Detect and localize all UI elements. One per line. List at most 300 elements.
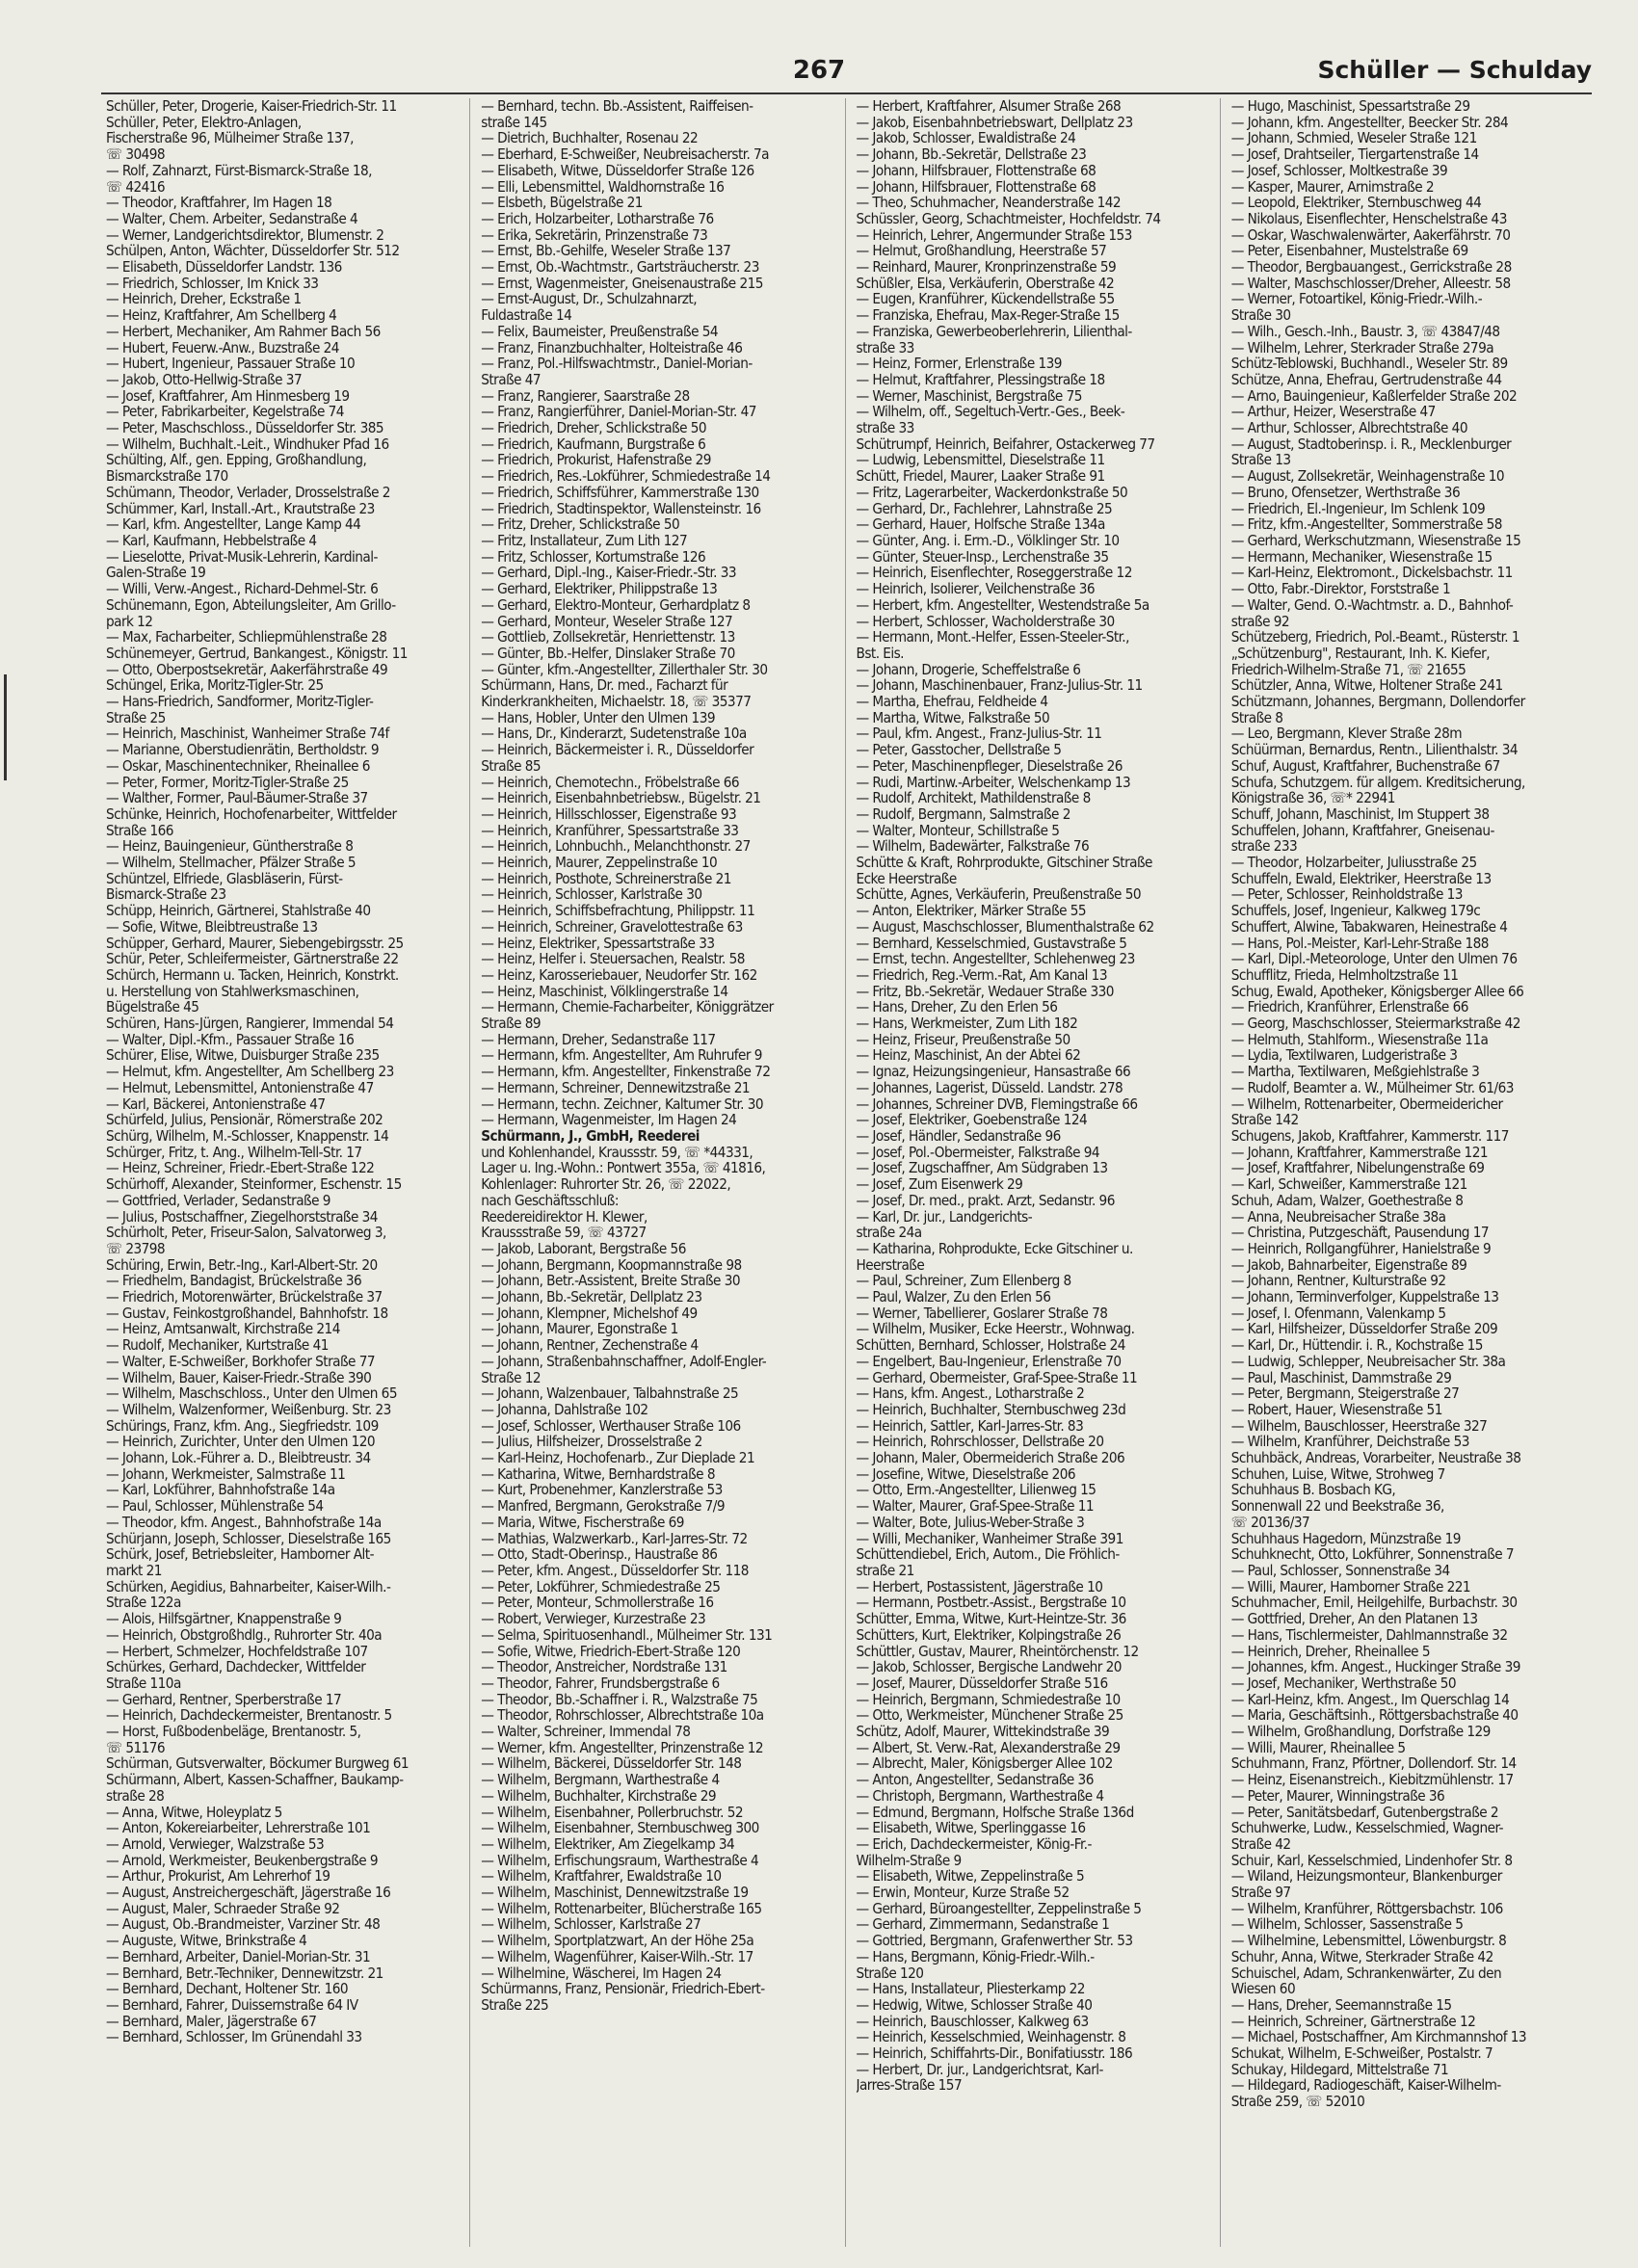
- directory-entry: — Bernhard, Kesselschmied, Gustavstraße 5: [856, 935, 1127, 952]
- directory-entry: — Heinrich, Maschinist, Wanheimer Straße 74f: [106, 725, 389, 743]
- directory-entry: nach Geschäftsschluß:: [481, 1192, 619, 1209]
- directory-entry: — Elli, Lebensmittel, Waldhornstraße 16: [481, 178, 725, 196]
- directory-entry: — Leo, Bergmann, Klever Straße 28m: [1230, 725, 1463, 743]
- directory-entry: — Karl-Heinz, kfm. Angest., Im Querschlag 14: [1230, 1691, 1510, 1708]
- directory-entry: u. Herstellung von Stahlwerksmaschinen,: [106, 983, 359, 1000]
- directory-entry: — Erwin, Monteur, Kurze Straße 52: [856, 1885, 1070, 1901]
- directory-entry: — Heinrich, Lohnbuchh., Melanchthonstr. 27: [481, 838, 751, 856]
- directory-entry: — August, Maler, Schraeder Straße 92: [106, 1900, 340, 1917]
- directory-entry: — Horst, Fußbodenbeläge, Brentanostr. 5,: [106, 1724, 361, 1740]
- directory-entry: — Arno, Bauingenieur, Kaßlerfelder Straße 202: [1230, 387, 1518, 405]
- directory-entry: — Friedrich, Kranführer, Erlenstraße 66: [1230, 999, 1468, 1016]
- directory-entry: — Friedrich, Kaufmann, Burgstraße 6: [481, 435, 706, 453]
- directory-entry: — Selma, Spirituosenhandl., Mülheimer Str. 131: [481, 1626, 773, 1644]
- directory-entry: — Hubert, Ingenieur, Passauer Straße 10: [106, 356, 356, 372]
- directory-entry: Schütte, Agnes, Verkäuferin, Preußenstraße 50: [856, 886, 1141, 904]
- directory-entry: — Josef, I. Ofenmann, Valenkamp 5: [1230, 1305, 1446, 1322]
- directory-entry: Galen-Straße 19: [106, 565, 206, 582]
- directory-entry: Schümmer, Karl, Install.-Art., Krautstraße 23: [106, 500, 375, 517]
- directory-entry: — Peter, Gasstocher, Dellstraße 5: [856, 742, 1062, 758]
- directory-entry: — Hans, Tischlermeister, Dahlmannstraße 32: [1230, 1626, 1508, 1644]
- directory-entry: — Heinrich, Kranführer, Spessartstraße 33: [481, 822, 739, 839]
- directory-entry: — Maria, Witwe, Fischerstraße 69: [481, 1514, 684, 1531]
- directory-entry: — Otto, Erm.-Angestellter, Lilienweg 15: [856, 1482, 1096, 1499]
- directory-entry: — Walter, Bote, Julius-Weber-Straße 3: [856, 1514, 1085, 1531]
- directory-entry: — Josef, Händler, Sedanstraße 96: [856, 1128, 1061, 1145]
- directory-entry: — Peter, Former, Moritz-Tigler-Straße 25: [106, 774, 349, 791]
- directory-entry: — Hermann, kfm. Angestellter, Am Ruhrufer 9: [481, 1047, 762, 1065]
- directory-entry: — Werner, kfm. Angestellter, Prinzenstraße 12: [481, 1739, 764, 1756]
- directory-entry: — Michael, Postschaffner, Am Kirchmannshof 13: [1230, 2029, 1527, 2046]
- directory-entry: — Josef, Zum Eisenwerk 29: [856, 1176, 1023, 1193]
- directory-entry: — Willi, Verw.-Angest., Richard-Dehmel-Str. 6: [106, 581, 379, 597]
- directory-entry: — Fritz, Bb.-Sekretär, Wedauer Straße 330: [856, 983, 1114, 1000]
- directory-entry: — Friedrich, Prokurist, Hafenstraße 29: [481, 452, 711, 469]
- directory-entry: — Hermann, techn. Zeichner, Kaltumer Str. 30: [481, 1095, 764, 1113]
- directory-entry: — Johann, Bergmann, Koopmannstraße 98: [481, 1256, 742, 1274]
- directory-entry: Schuhknecht, Otto, Lokführer, Sonnenstraße 7: [1230, 1546, 1515, 1563]
- directory-entry: — Ernst, Wagenmeister, Gneisenaustraße 215: [481, 275, 763, 292]
- directory-entry: — Katharina, Witwe, Bernhardstraße 8: [481, 1465, 715, 1483]
- directory-entry: — Jakob, Schlosser, Bergische Landwehr 20: [856, 1659, 1122, 1675]
- directory-entry: — Paul, Maschinist, Dammstraße 29: [1230, 1369, 1452, 1386]
- directory-entry: — Paul, Walzer, Zu den Erlen 56: [856, 1289, 1051, 1305]
- directory-entry: — Jakob, Laborant, Bergstraße 56: [481, 1240, 686, 1257]
- directory-entry: Schütrumpf, Heinrich, Beifahrer, Ostackerweg 77: [856, 435, 1155, 453]
- directory-entry: — Peter, Bergmann, Steigerstraße 27: [1230, 1385, 1460, 1402]
- directory-entry: Straße 8: [1230, 709, 1283, 726]
- directory-entry: Straße 166: [106, 822, 173, 839]
- directory-entry: — Friedrich, El.-Ingenieur, Im Schlenk 109: [1230, 500, 1486, 517]
- directory-entry: — Theodor, Rohrschlosser, Albrechtstraße 10a: [481, 1707, 764, 1725]
- directory-entry: Schugens, Jakob, Kraftfahrer, Kammerstr. 117: [1230, 1128, 1509, 1145]
- directory-entry: — Wilhelm, Großhandlung, Dorfstraße 129: [1230, 1724, 1491, 1740]
- directory-entry: — Josef, Dr. med., prakt. Arzt, Sedanstr. 96: [856, 1192, 1115, 1209]
- directory-entry: — Albert, St. Verw.-Rat, Alexanderstraße 29: [856, 1739, 1121, 1756]
- directory-entry: — Anna, Neubreisacher Straße 38a: [1230, 1208, 1446, 1226]
- margin-bracket: [4, 674, 13, 780]
- directory-entry: — Wilhelm, Sportplatzwart, An der Höhe 25a: [481, 1933, 754, 1949]
- directory-entry: Schuhmacher, Emil, Heilgehilfe, Burbachstr. 30: [1230, 1595, 1518, 1612]
- directory-entry: — Bernhard, Arbeiter, Daniel-Morian-Str. 31: [106, 1948, 371, 1965]
- directory-entry: — Karl, Lokführer, Bahnhofstraße 14a: [106, 1482, 335, 1499]
- directory-entry: — Bernhard, techn. Bb.-Assistent, Raiffeisen-: [481, 98, 753, 115]
- directory-entry: — Wilhelm, Kranführer, Röttgersbachstr. 106: [1230, 1900, 1503, 1917]
- directory-entry: — Karl, Dr., Hüttendir. i. R., Kochstraße 15: [1230, 1337, 1483, 1354]
- directory-entry: — Gerhard, Zimmermann, Sedanstraße 1: [856, 1916, 1110, 1934]
- directory-entry: — Heinrich, Dachdeckermeister, Brentanostr. 5: [106, 1707, 392, 1725]
- directory-entry: Schuhmann, Franz, Pförtner, Dollendorf. Str. 14: [1230, 1755, 1517, 1773]
- directory-entry: — Walter, Chem. Arbeiter, Sedanstraße 4: [106, 210, 358, 227]
- directory-entry: — Anton, Angestellter, Sedanstraße 36: [856, 1772, 1094, 1788]
- directory-entry: — Heinz, Karosseriebauer, Neudorfer Str. 162: [481, 966, 757, 984]
- directory-entry: — Wilhelm, Elektriker, Am Ziegelkamp 34: [481, 1835, 735, 1853]
- directory-entry: — Elisabeth, Düsseldorfer Landstr. 136: [106, 259, 342, 276]
- directory-entry: — Heinz, Maschinist, Völklingerstraße 14: [481, 983, 728, 1000]
- header-rule: [101, 92, 1592, 94]
- directory-entry: — Hans, kfm. Angest., Lotharstraße 2: [856, 1385, 1085, 1402]
- page-number: 267: [792, 56, 846, 85]
- directory-entry: — Elisabeth, Witwe, Zeppelinstraße 5: [856, 1868, 1085, 1886]
- directory-entry: — Ignaz, Heizungsingenieur, Hansastraße 66: [856, 1064, 1131, 1080]
- directory-entry: — Rudi, Martinw.-Arbeiter, Welschenkamp 13: [856, 774, 1131, 791]
- directory-entry: — Wilhelm, Badewärter, Falkstraße 76: [856, 838, 1090, 856]
- directory-entry: — Ernst, techn. Angestellter, Schlehenweg 23: [856, 951, 1135, 967]
- directory-entry: — Gottried, Bergmann, Grafenwerther Str. 53: [856, 1933, 1133, 1949]
- directory-entry: — Herbert, Kraftfahrer, Alsumer Straße 268: [856, 98, 1122, 115]
- directory-entry: — Eberhard, E-Schweißer, Neubreisacherstr. 7a: [481, 146, 769, 163]
- directory-entry: — Wilhelm, Schlosser, Karlstraße 27: [481, 1916, 701, 1934]
- directory-entry: — Anton, Elektriker, Märker Straße 55: [856, 903, 1087, 919]
- directory-entry: Schüntzel, Elfriede, Glasbläserin, Fürst-: [106, 870, 343, 887]
- directory-entry: — Fritz, kfm.-Angestellter, Sommerstraße 58: [1230, 516, 1502, 533]
- directory-entry: — Kasper, Maurer, Arnimstraße 2: [1230, 178, 1435, 196]
- directory-column-4: [1231, 98, 1595, 2247]
- directory-entry: — Leopold, Elektriker, Sternbuschweg 44: [1230, 195, 1482, 211]
- directory-entry: — Herbert, Schlosser, Wacholderstraße 30: [856, 613, 1115, 630]
- directory-entry: — Hermann, Dreher, Sedanstraße 117: [481, 1031, 716, 1048]
- directory-entry: — Heinrich, Rollgangführer, Hanielstraße 9: [1230, 1240, 1492, 1257]
- directory-entry: — Karl-Heinz, Elektromont., Dickelsbachstr. 11: [1230, 565, 1513, 582]
- directory-entry: — Wilhelm, Kraftfahrer, Ewaldstraße 10: [481, 1868, 722, 1886]
- directory-entry: Schüpp, Heinrich, Gärtnerei, Stahlstraße 40: [106, 903, 371, 919]
- directory-entry: — Theo, Schuhmacher, Neanderstraße 142: [856, 195, 1122, 211]
- directory-entry: — Ernst-August, Dr., Schulzahnarzt,: [481, 291, 697, 308]
- directory-entry: — Peter, Sanitätsbedarf, Gutenbergstraße 2: [1230, 1804, 1499, 1821]
- directory-entry: — Hans, Pol.-Meister, Karl-Lehr-Straße 188: [1230, 935, 1489, 952]
- directory-entry: Schünemeyer, Gertrud, Bankangest., Königstr. 11: [106, 645, 408, 662]
- directory-entry: — Friedrich, Res.-Lokführer, Schmiedestraße 14: [481, 468, 771, 485]
- directory-entry: — Heinrich, Chemotechn., Fröbelstraße 66: [481, 774, 740, 791]
- directory-entry: — Marianne, Oberstudienrätin, Bertholdstr. 9: [106, 742, 380, 758]
- directory-entry: — Bernhard, Maler, Jägerstraße 67: [106, 2013, 317, 2030]
- directory-entry: — Franz, Pol.-Hilfswachtmstr., Daniel-Morian-: [481, 356, 753, 372]
- directory-entry: Schüring, Erwin, Betr.-Ing., Karl-Albert-Str. 20: [106, 1256, 378, 1274]
- directory-entry: — Lydia, Textilwaren, Ludgeristraße 3: [1230, 1047, 1458, 1065]
- directory-entry: — Heinrich, Schiffsbefrachtung, Philippstr. 11: [481, 903, 755, 919]
- directory-entry: Schüller, Peter, Drogerie, Kaiser-Friedrich-Str. 11: [106, 98, 397, 115]
- directory-entry: — Josef, Kraftfahrer, Am Hinmesberg 19: [106, 387, 350, 405]
- directory-entry: — Heinz, Elektriker, Spessartstraße 33: [481, 935, 715, 952]
- directory-entry: — Johannes, Schreiner DVB, Flemingstraße 66: [856, 1095, 1138, 1113]
- directory-entry: Schürmann, Hans, Dr. med., Facharzt für: [481, 677, 728, 695]
- directory-entry: — Hans, Dr., Kinderarzt, Sudetenstraße 10a: [481, 725, 747, 743]
- directory-entry: Schütt, Friedel, Maurer, Laaker Straße 91: [856, 468, 1105, 485]
- directory-entry: Schuhr, Anna, Witwe, Sterkrader Straße 42: [1230, 1948, 1493, 1965]
- directory-entry: — Oskar, Waschwalenwärter, Aakerfährstr. 70: [1230, 226, 1511, 244]
- directory-entry: — Hans, Dreher, Seemannstraße 15: [1230, 1996, 1452, 2014]
- directory-entry: — Johann, Werkmeister, Salmstraße 11: [106, 1465, 346, 1483]
- directory-entry: — Otto, Fabr.-Direktor, Forststraße 1: [1230, 581, 1451, 597]
- directory-entry: — Gerhard, Elektro-Monteur, Gerhardplatz 8: [481, 596, 751, 614]
- directory-entry: — Peter, Maurer, Winningstraße 36: [1230, 1787, 1445, 1805]
- directory-entry: — Hubert, Feuerw.-Anw., Buzstraße 24: [106, 339, 339, 356]
- directory-entry: — Gustav, Feinkostgroßhandel, Bahnhofstr. 18: [106, 1305, 388, 1322]
- directory-entry: — Oskar, Maschinentechniker, Rheinallee 6: [106, 757, 370, 775]
- directory-entry: — Hans, Bergmann, König-Friedr.-Wilh.-: [856, 1948, 1095, 1965]
- directory-entry: — Willi, Maurer, Hamborner Straße 221: [1230, 1578, 1471, 1596]
- directory-entry: — Johannes, kfm. Angest., Huckinger Straße 39: [1230, 1659, 1520, 1675]
- directory-entry: — Franziska, Gewerbeoberlehrerin, Lilienthal-: [856, 323, 1132, 340]
- directory-entry: — Heinrich, Maurer, Zeppelinstraße 10: [481, 855, 718, 871]
- directory-entry: — Rudolf, Architekt, Mathildenstraße 8: [856, 790, 1091, 806]
- directory-entry: Schuischel, Adam, Schrankenwärter, Zu den: [1230, 1965, 1502, 1982]
- directory-entry: — Walter, Maurer, Graf-Spee-Straße 11: [856, 1498, 1095, 1515]
- directory-entry: Schürk, Josef, Betriebsleiter, Hamborner Alt-: [106, 1546, 374, 1563]
- directory-entry: — Johann, Bb.-Sekretär, Dellstraße 23: [856, 146, 1087, 163]
- directory-entry: Jarres-Straße 157: [856, 2077, 963, 2095]
- directory-entry: — Wilhelm, Bauschlosser, Heerstraße 327: [1230, 1417, 1488, 1435]
- directory-entry: — Walter, Schreiner, Immendal 78: [481, 1724, 691, 1740]
- directory-entry: Schüttendiebel, Erich, Autom., Die Fröhlich-: [856, 1546, 1120, 1563]
- directory-entry: — Johann, Terminverfolger, Kuppelstraße 13: [1230, 1289, 1499, 1305]
- directory-entry: — Dietrich, Buchhalter, Rosenau 22: [481, 130, 699, 147]
- directory-entry: — Karl, Bäckerei, Antonienstraße 47: [106, 1095, 326, 1113]
- directory-entry: — Walter, Maschschlosser/Dreher, Alleestr. 58: [1230, 275, 1511, 292]
- directory-entry: Schukat, Wilhelm, E-Schweißer, Postalstr. 7: [1230, 2045, 1493, 2062]
- directory-entry: — Heinz, Maschinist, An der Abtei 62: [856, 1047, 1081, 1065]
- directory-entry: — Heinrich, Hillsschlosser, Eigenstraße 93: [481, 805, 737, 823]
- directory-entry: — Heinz, Helfer i. Steuersachen, Realstr. 58: [481, 951, 745, 967]
- directory-entry: Schüren, Hans-Jürgen, Rangierer, Immendal 54: [106, 1015, 394, 1032]
- directory-entry: — Otto, Stadt-Oberinsp., Haustraße 86: [481, 1546, 718, 1563]
- directory-entry: — Hermann, Mont.-Helfer, Essen-Steeler-Str.,: [856, 629, 1129, 646]
- directory-entry: — Heinz, Schreiner, Friedr.-Ebert-Straße 122: [106, 1160, 375, 1177]
- directory-entry: — Hans, Installateur, Pliesterkamp 22: [856, 1981, 1085, 1997]
- directory-entry: — Bernhard, Schlosser, Im Grünendahl 33: [106, 2029, 362, 2046]
- directory-entry: — Gerhard, Dr., Fachlehrer, Lahnstraße 25: [856, 500, 1113, 517]
- directory-entry: Schümann, Theodor, Verlader, Drosselstraße 2: [106, 484, 390, 501]
- directory-entry: — Georg, Maschschlosser, Steiermarkstraße 42: [1230, 1015, 1520, 1032]
- directory-entry: Schürholt, Peter, Friseur-Salon, Salvatorweg 3,: [106, 1225, 386, 1241]
- directory-entry: — Felix, Baumeister, Preußenstraße 54: [481, 323, 718, 340]
- directory-entry: Fuldastraße 14: [481, 307, 572, 324]
- directory-entry: — Heinrich, Dreher, Eckstraße 1: [106, 291, 302, 308]
- directory-entry: straße 92: [1230, 613, 1289, 630]
- directory-entry: Schützmann, Johannes, Bergmann, Dollendorfer: [1230, 694, 1525, 710]
- directory-entry: Schürman, Gutsverwalter, Böckumer Burgweg 61: [106, 1755, 409, 1773]
- directory-entry: Schütze, Anna, Ehefrau, Gertrudenstraße 44: [1230, 371, 1502, 388]
- directory-entry: Schütter, Emma, Witwe, Kurt-Heintze-Str. 36: [856, 1611, 1126, 1627]
- directory-entry: Schufflitz, Frieda, Helmholtzstraße 11: [1230, 966, 1459, 984]
- directory-entry: — Walther, Former, Paul-Bäumer-Straße 37: [106, 790, 368, 806]
- directory-entry: — Martha, Ehefrau, Feldheide 4: [856, 694, 1048, 710]
- directory-entry: — Gerhard, Obermeister, Graf-Spee-Straße 11: [856, 1369, 1138, 1386]
- directory-entry: — Gottfried, Dreher, An den Platanen 13: [1230, 1611, 1478, 1627]
- directory-entry: — August, Zollsekretär, Weinhagenstraße 10: [1230, 468, 1505, 485]
- directory-entry: Schuhbäck, Andreas, Vorarbeiter, Neustraße 38: [1230, 1450, 1521, 1466]
- directory-entry: — Gerhard, Dipl.-Ing., Kaiser-Friedr.-Str. 33: [481, 565, 737, 582]
- directory-entry: — Jakob, Eisenbahnbetriebswart, Dellplatz 23: [856, 114, 1133, 131]
- directory-entry: — Bernhard, Betr.-Techniker, Dennewitzstr. 21: [106, 1965, 383, 1982]
- directory-entry: — Bernhard, Fahrer, Duissernstraße 64 IV: [106, 1996, 358, 2014]
- directory-entry: — Johann, Hilfsbrauer, Flottenstraße 68: [856, 178, 1096, 196]
- directory-entry: Kinderkrankheiten, Michaelstr. 18, ☏ 35377: [481, 694, 752, 710]
- directory-entry: — Heinrich, Eisenbahnbetriebsw., Bügelstr. 21: [481, 790, 761, 806]
- directory-entry: Kraussstraße 59, ☏ 43727: [481, 1225, 647, 1241]
- directory-entry: — Hildegard, Radiogeschäft, Kaiser-Wilhelm-: [1230, 2077, 1501, 2095]
- directory-entry: — Bruno, Ofensetzer, Werthstraße 36: [1230, 484, 1461, 501]
- directory-entry: Straße 225: [481, 1996, 549, 2014]
- directory-entry: Schuffelen, Johann, Kraftfahrer, Gneisenau-: [1230, 822, 1494, 839]
- directory-entry: — Gerhard, Elektriker, Philippstraße 13: [481, 581, 718, 597]
- directory-entry: — Wilhelm, Bauer, Kaiser-Friedr.-Straße 390: [106, 1369, 372, 1386]
- directory-entry: — Theodor, Anstreicher, Nordstraße 131: [481, 1659, 727, 1675]
- directory-entry: — Herbert, Schmelzer, Hochfeldstraße 107: [106, 1643, 368, 1660]
- directory-entry: — Ernst, Bb.-Gehilfe, Weseler Straße 137: [481, 243, 731, 260]
- directory-entry: — Wilhelm, Stellmacher, Pfälzer Straße 5: [106, 855, 357, 871]
- directory-entry: Straße 110a: [106, 1675, 181, 1692]
- directory-entry: „Schützenburg", Restaurant, Inh. K. Kiefer,: [1230, 645, 1490, 662]
- directory-entry: — Friedrich, Stadtinspektor, Wallensteinstr. 16: [481, 500, 761, 517]
- directory-entry: Fischerstraße 96, Mülheimer Straße 137,: [106, 130, 354, 147]
- directory-entry: Bst. Eis.: [856, 645, 904, 662]
- directory-entry: — Auguste, Witwe, Brinkstraße 4: [106, 1933, 307, 1949]
- directory-entry: — Günter, Ang. i. Erm.-D., Völklinger Str. 10: [856, 532, 1120, 549]
- directory-entry: — Wilhelm, Lehrer, Sterkrader Straße 279a: [1230, 339, 1494, 356]
- directory-entry: — Heinrich, Bauschlosser, Kalkweg 63: [856, 2013, 1089, 2030]
- directory-entry: ☏ 30498: [106, 146, 166, 163]
- directory-entry: — Heinrich, Dreher, Rheinallee 5: [1230, 1643, 1430, 1660]
- directory-entry: — Friedhelm, Bandagist, Brückelstraße 36: [106, 1273, 362, 1290]
- directory-entry: Schüller, Peter, Elektro-Anlagen,: [106, 114, 302, 131]
- directory-entry: — Otto, Werkmeister, Münchener Straße 25: [856, 1707, 1123, 1725]
- directory-entry: Schürger, Fritz, t. Ang., Wilhelm-Tell-Str. 17: [106, 1144, 362, 1161]
- directory-entry: Schuir, Karl, Kesselschmied, Lindenhofer Str. 8: [1230, 1852, 1513, 1869]
- directory-entry: — Sofie, Witwe, Friedrich-Ebert-Straße 120: [481, 1643, 741, 1660]
- directory-entry: Schuf, August, Kraftfahrer, Buchenstraße 67: [1230, 757, 1500, 775]
- directory-entry: Schütters, Kurt, Elektriker, Kolpingstraße 26: [856, 1626, 1122, 1644]
- directory-entry: Schürer, Elise, Witwe, Duisburger Straße 235: [106, 1047, 380, 1065]
- directory-entry: Schürmann, Albert, Kassen-Schaffner, Baukamp-: [106, 1772, 404, 1788]
- directory-entry: — Johann, Rentner, Zechenstraße 4: [481, 1337, 699, 1354]
- directory-entry: — August, Maschschlosser, Blumenthalstraße 62: [856, 918, 1154, 936]
- directory-entry: Friedrich-Wilhelm-Straße 71, ☏ 21655: [1230, 661, 1466, 678]
- directory-entry: — Erich, Holzarbeiter, Lotharstraße 76: [481, 210, 714, 227]
- directory-entry: Schüßler, Elsa, Verkäuferin, Oberstraße 42: [856, 275, 1115, 292]
- directory-entry: — Anton, Kokereiarbeiter, Lehrerstraße 101: [106, 1820, 371, 1836]
- directory-entry: — Werner, Tabellierer, Goslarer Straße 78: [856, 1305, 1108, 1322]
- directory-entry: — Hermann, Schreiner, Dennewitzstraße 21: [481, 1079, 751, 1096]
- directory-entry: — Heinz, Former, Erlenstraße 139: [856, 356, 1062, 372]
- directory-entry: Schütten, Bernhard, Schlosser, Holstraße 24: [856, 1337, 1125, 1354]
- directory-entry: — Fritz, Dreher, Schlickstraße 50: [481, 516, 680, 533]
- directory-entry: — Theodor, Fahrer, Frundsbergstraße 6: [481, 1675, 720, 1692]
- directory-entry: — Gottfried, Verlader, Sedanstraße 9: [106, 1192, 330, 1209]
- directory-entry: — Otto, Oberpostsekretär, Aakerfährstraße 49: [106, 661, 388, 678]
- directory-entry: Schünke, Heinrich, Hochofenarbeiter, Wittfelder: [106, 805, 397, 823]
- directory-entry: Schufa, Schutzgem. für allgem. Kreditsicherung,: [1230, 774, 1525, 791]
- directory-entry: — Erika, Sekretärin, Prinzenstraße 73: [481, 226, 708, 244]
- directory-entry: — Reinhard, Maurer, Kronprinzenstraße 59: [856, 259, 1117, 276]
- directory-entry: — Johann, Rentner, Kulturstraße 92: [1230, 1273, 1446, 1290]
- directory-entry: — Herbert, Postassistent, Jägerstraße 10: [856, 1578, 1103, 1596]
- directory-entry: — Hans, Dreher, Zu den Erlen 56: [856, 999, 1058, 1016]
- directory-entry: — Hans-Friedrich, Sandformer, Moritz-Tigler-: [106, 694, 374, 710]
- directory-entry: straße 33: [856, 420, 914, 436]
- directory-entry: — Wilhelm, Rottenarbeiter, Obermeidericher: [1230, 1095, 1503, 1113]
- directory-entry: Schüttler, Gustav, Maurer, Rheintörchenstr. 12: [856, 1643, 1139, 1660]
- directory-entry: Schukay, Hildegard, Mittelstraße 71: [1230, 2061, 1449, 2078]
- directory-entry: — Edmund, Bergmann, Holfsche Straße 136d: [856, 1804, 1134, 1821]
- directory-entry: — Johann, Schmied, Weseler Straße 121: [1230, 130, 1477, 147]
- directory-entry: Straße 42: [1230, 1835, 1291, 1853]
- directory-entry: — Heinrich, Schlosser, Karlstraße 30: [481, 886, 702, 904]
- directory-entry: Bismarckstraße 170: [106, 468, 228, 485]
- directory-columns: [106, 98, 1595, 2247]
- directory-entry: — Christoph, Bergmann, Warthestraße 4: [856, 1787, 1104, 1805]
- directory-entry: Schuffels, Josef, Ingenieur, Kalkweg 179c: [1230, 903, 1481, 919]
- directory-entry: — Robert, Hauer, Wiesenstraße 51: [1230, 1401, 1442, 1418]
- directory-entry: — Rolf, Zahnarzt, Fürst-Bismarck-Straße 18,: [106, 162, 372, 179]
- directory-entry: Schüssler, Georg, Schachtmeister, Hochfeldstr. 74: [856, 210, 1161, 227]
- directory-entry: Straße 85: [481, 757, 542, 775]
- directory-entry: ☏ 51176: [106, 1739, 166, 1756]
- directory-entry: — Theodor, kfm. Angest., Bahnhofstraße 14a: [106, 1514, 382, 1531]
- directory-entry: Straße 25: [106, 709, 166, 726]
- directory-entry: Schuh, Adam, Walzer, Goethestraße 8: [1230, 1192, 1464, 1209]
- directory-entry: — Robert, Verwieger, Kurzestraße 23: [481, 1611, 706, 1627]
- directory-entry: — Peter, Monteur, Schmollerstraße 16: [481, 1595, 714, 1612]
- directory-entry: — Peter, Eisenbahner, Mustelstraße 69: [1230, 243, 1468, 260]
- directory-entry: — Josef, Pol.-Obermeister, Falkstraße 94: [856, 1144, 1100, 1161]
- directory-entry: Schütz, Adolf, Maurer, Wittekindstraße 39: [856, 1724, 1110, 1740]
- directory-entry: — Heinrich, Kesselschmied, Weinhagenstr. 8: [856, 2029, 1126, 2046]
- directory-entry: — Theodor, Kraftfahrer, Im Hagen 18: [106, 195, 332, 211]
- directory-entry: — Hans, Hobler, Unter den Ulmen 139: [481, 709, 715, 726]
- directory-entry: Lager u. Ing.-Wohn.: Pontwert 355a, ☏ 41816,: [481, 1160, 766, 1177]
- directory-entry: — Josef, Schlosser, Moltkestraße 39: [1230, 162, 1448, 179]
- directory-entry: — Wilhelm, Bergmann, Warthestraße 4: [481, 1772, 720, 1788]
- directory-entry: Schuffert, Alwine, Tabakwaren, Heinestraße 4: [1230, 918, 1508, 936]
- directory-entry: — Friedrich, Motorenwärter, Brückelstraße 37: [106, 1289, 383, 1305]
- directory-entry: Schürfeld, Julius, Pensionär, Römerstraße 202: [106, 1112, 383, 1128]
- directory-entry: — Wilhelm, Maschinist, Dennewitzstraße 19: [481, 1885, 749, 1901]
- directory-entry: — Heinrich, Posthote, Schreinerstraße 21: [481, 870, 731, 887]
- directory-entry: Straße 30: [1230, 307, 1291, 324]
- directory-entry: Straße 259, ☏ 52010: [1230, 2094, 1365, 2110]
- directory-entry: — Heinz, Bauingenieur, Güntherstraße 8: [106, 838, 354, 856]
- directory-entry: — Wilhelm, Rottenarbeiter, Blücherstraße 165: [481, 1900, 762, 1917]
- directory-entry: — Karl, Hilfsheizer, Düsseldorfer Straße 209: [1230, 1321, 1498, 1338]
- directory-entry: — Heinz, Friseur, Preußenstraße 50: [856, 1031, 1070, 1048]
- directory-entry: Kohlenlager: Ruhrorter Str. 26, ☏ 22022,: [481, 1176, 731, 1193]
- directory-entry: — Josef, Schlosser, Werthauser Straße 106: [481, 1417, 741, 1435]
- directory-entry: — Friedrich, Dreher, Schlickstraße 50: [481, 420, 707, 436]
- directory-entry: — Hermann, Chemie-Facharbeiter, Königgrätzer: [481, 999, 774, 1016]
- directory-entry: Schürings, Franz, kfm. Ang., Siegfriedstr. 109: [106, 1417, 379, 1435]
- directory-entry: — Theodor, Bergbauangest., Gerrickstraße 28: [1230, 259, 1512, 276]
- directory-entry: Wiesen 60: [1230, 1981, 1296, 1997]
- directory-entry: — Hermann, Wagenmeister, Im Hagen 24: [481, 1112, 737, 1128]
- directory-entry: Schuhhaus B. Bosbach KG,: [1230, 1482, 1396, 1499]
- directory-entry: — Rudolf, Bergmann, Salmstraße 2: [856, 805, 1070, 823]
- directory-entry: — Mathias, Walzwerkarb., Karl-Jarres-Str. 72: [481, 1530, 748, 1547]
- directory-entry: Schuhwerke, Ludw., Kesselschmied, Wagner-: [1230, 1820, 1503, 1836]
- directory-entry: — Werner, Maschinist, Bergstraße 75: [856, 387, 1082, 405]
- directory-entry: — Paul, Schlosser, Sonnenstraße 34: [1230, 1562, 1450, 1579]
- directory-entry: — Arthur, Prokurist, Am Lehrerhof 19: [106, 1868, 330, 1886]
- directory-entry: — Johannes, Lagerist, Düsseld. Landstr. 278: [856, 1079, 1123, 1096]
- directory-entry: — Lieselotte, Privat-Musik-Lehrerin, Kardinal-: [106, 548, 378, 566]
- directory-entry: — Heinrich, Rohrschlosser, Dellstraße 20: [856, 1434, 1104, 1451]
- directory-entry: — Jakob, Otto-Hellwig-Straße 37: [106, 371, 303, 388]
- directory-entry: — Franz, Rangierführer, Daniel-Morian-Str. 47: [481, 404, 756, 421]
- directory-entry: — Heinz, Kraftfahrer, Am Schellberg 4: [106, 307, 337, 324]
- directory-entry: — Johann, Maschinenbauer, Franz-Julius-Str. 11: [856, 677, 1143, 695]
- directory-entry: — Gerhard, Werkschutzmann, Wiesenstraße 15: [1230, 532, 1521, 549]
- directory-entry: — Hermann, kfm. Angestellter, Finkenstraße 72: [481, 1064, 771, 1080]
